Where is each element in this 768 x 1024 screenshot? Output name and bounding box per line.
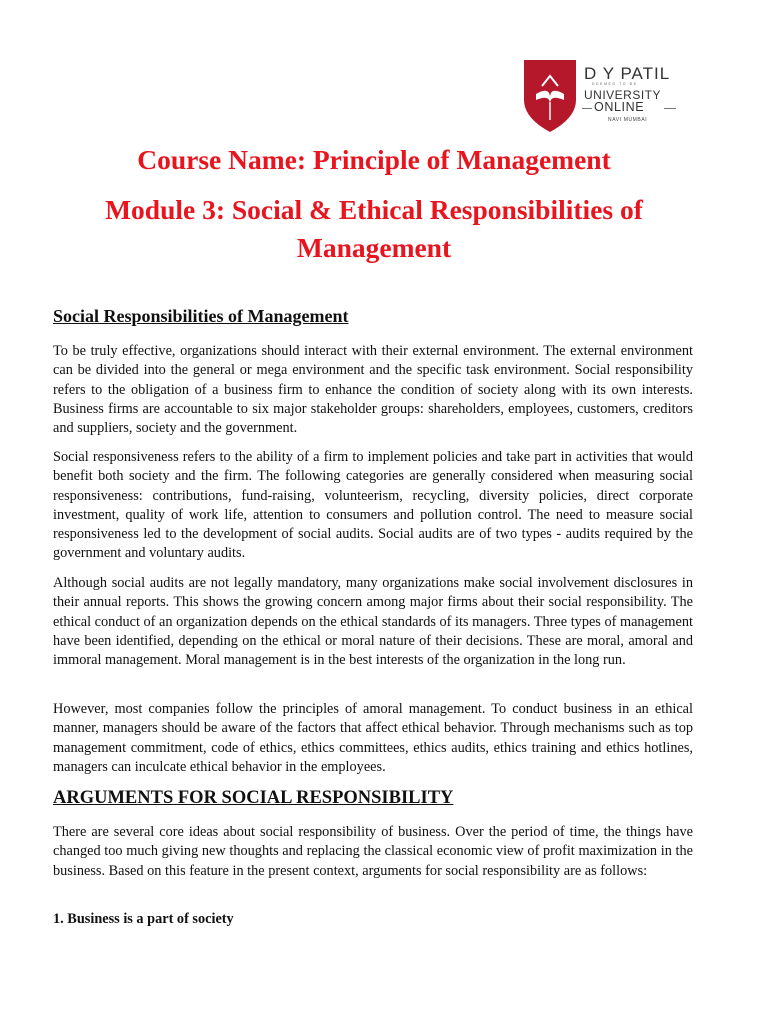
subheading-business-part-of-society: 1. Business is a part of society [53, 911, 234, 927]
logo-divider-left [582, 108, 592, 109]
shield-icon [520, 56, 580, 136]
logo-online: ONLINE [594, 100, 645, 114]
logo-location: NAVI MUMBAI [608, 117, 648, 123]
paragraph: Social responsiveness refers to the ability of a firm to implement policies and take part in activities that would benefit both society and the firm. The following categories are generally considered when measuring social responsiveness: contributions, fund-raising, volunteerism, recycling, diversity policies, direct corporate investment, quality of work life, attention to consumers and pollution control. The need to measure social responsiveness led to the development of social audits. Social audits are of two types - audits required by the government and voluntary audits. [53, 449, 693, 562]
paragraph: To be truly effective, organizations should interact with their external environment. The external environment can be divided into the general or mega environment and the specific task environment. Social responsibility refers to the obligation of a business firm to enhance the condition of society along with its own interests. Business firms are accountable to six major stakeholder groups: shareholders, employees, customers, creditors and suppliers, society and the government. [53, 343, 693, 437]
section-heading-social-responsibilities: Social Responsibilities of Management [53, 306, 349, 326]
module-title: Module 3: Social & Ethical Responsibilities of Management [105, 194, 643, 263]
university-logo [512, 56, 696, 136]
section-heading-arguments: ARGUMENTS FOR SOCIAL RESPONSIBILITY [53, 788, 454, 808]
logo-divider-right [664, 108, 676, 109]
course-title: Course Name: Principle of Management [137, 144, 611, 175]
logo-name: D Y PATIL [584, 64, 671, 83]
paragraph: Although social audits are not legally mandatory, many organizations make social involvement disclosures in their annual reports. This shows the growing concern among major firms about their social responsibility. The ethical conduct of an organization depends on the ethical standards of its managers. Three types of management have been identified, depending on the ethical or moral nature of their decisions. These are moral, amoral and immoral management. Moral management is in the best interests of the organization in the long run. [53, 575, 693, 669]
paragraph: However, most companies follow the principles of amoral management. To conduct business in an ethical manner, managers should be aware of the factors that affect ethical behavior. Through mechanisms such as top management commitment, code of ethics, ethics committees, ethics audits, ethics training and ethics hotlines, managers can inculcate ethical behavior in the employees. [53, 701, 693, 775]
logo-university: UNIVERSITY [584, 88, 662, 102]
paragraph: There are several core ideas about social responsibility of business. Over the period of time, the things have changed too much giving new thoughts and replacing the classical economic view of profit maximization in the business. Based on this feature in the present context, arguments for social responsibility are as follows: [53, 824, 693, 879]
logo-deemed: DEEMED TO BE [592, 82, 638, 86]
